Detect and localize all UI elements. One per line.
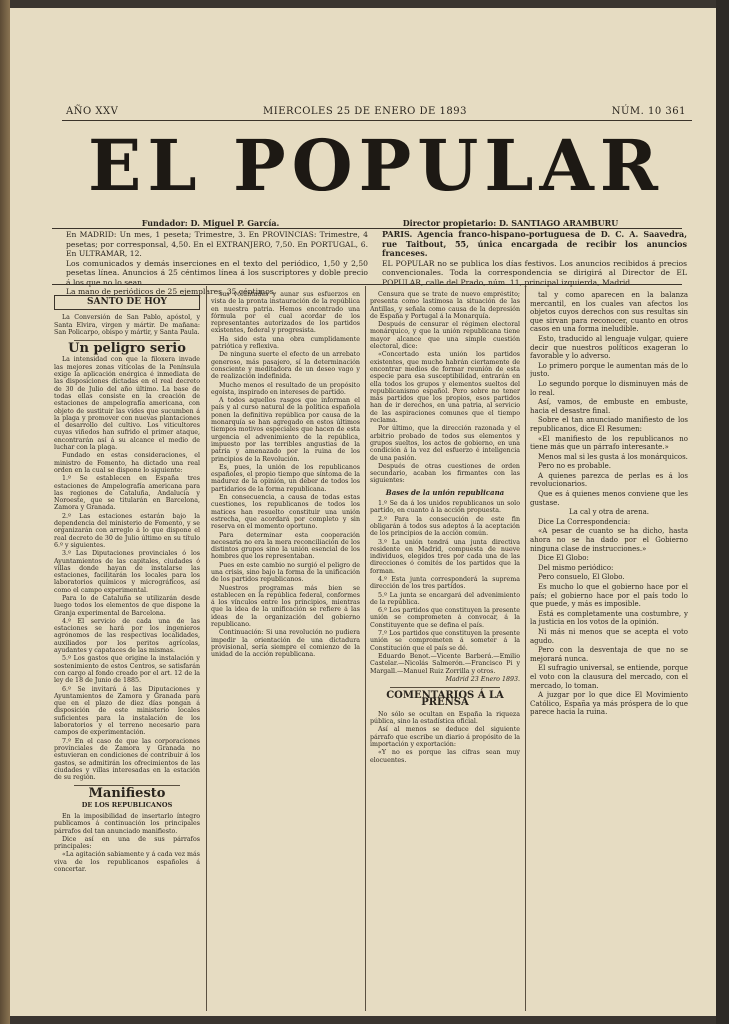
press-paragraph: Sobre el tan anunciado manifiesto de los republicanos, dice El Resumen: — [530, 416, 688, 433]
manifesto-heading: Manifiesto — [88, 786, 166, 802]
manifesto-paragraph: Continuación: Si una revolución no pudiera impedir la orientación de una dictadura provisional, sería siempre el comienzo de la unidad de la acción republicana. — [211, 629, 360, 659]
press-paragraph: Menos mal si les gusta á los monárquicos. — [538, 452, 688, 461]
base-item: 3.º La unión tendrá una junta directiva residente en Madrid, compuesta de nueve individuos, elegidos tres por cada una de las direcciones ó comités de los partidos que la forman. — [370, 538, 520, 575]
issue-number: NÚM. 10 361 — [611, 106, 686, 117]
header-rule — [62, 120, 692, 121]
background-edge — [716, 0, 729, 1024]
rate-line: La mano de periódicos de 25 ejemplares, 35 céntimos. — [66, 287, 277, 296]
press-paragraph: La cal y otra de arena. — [569, 508, 649, 517]
press-paragraph: «A pesar de cuanto se ha dicho, hasta ahora no se ha dado por el Gobierno ninguna clase de instrucciones.» — [530, 527, 688, 553]
saint-text: La Conversión de San Pablo, apóstol, y Santa Elvira, virgen y mártir. De mañana: San Policarpo, obispo y mártir, y Santa Paula. — [54, 314, 200, 336]
article-paragraph: 3.º Las Diputaciones provinciales ó los Ayuntamientos de las capitales, ciudades ó villas donde hayan de instalarse las estaciones, facilitarán los locales para los laboratorios químicos y micrográficos, así como el campo experimental. — [54, 550, 200, 594]
saint-heading: SANTO DE HOY — [54, 295, 200, 310]
article-paragraph: 5.º Los gastos que origine la instalación y sostenimiento de estos Centros, se satisfarán con cargo al fondo creado por el art. 12 de la ley de 18 de Junio de 1885. — [54, 655, 200, 685]
article-body — [54, 356, 200, 781]
article-paragraph: 7.º En el caso de que las corporaciones provinciales de Zamora y Granada no estuvieran en condiciones de contribuir á los gastos, se admitirán los ofrecimientos de las ciudades y villas interesadas en la estación de su región. — [54, 737, 200, 782]
column-1 — [54, 291, 200, 1011]
manifesto-paragraph: Ha sido esta una obra cumplidamente patriótica y reflexiva. — [211, 335, 360, 351]
manifesto-paragraph: Pues en este cambio no surgió el peligro de una crisis, sino bajo la forma de la unificación de los partidos republicanos. — [211, 561, 360, 584]
base-item: 2.º Para la consecución de este fin obligarán á todos sus adeptos á la aceptación de los principios de la acción común. — [370, 515, 520, 538]
press-paragraph: El sufragio universal, se entiende, porque el voto con la clausura del mercado, con el mercado, lo toman. — [530, 664, 688, 690]
press-paragraph: Está es completamente una costumbre, y la justicia en los votos de la opinión. — [530, 609, 688, 627]
manifesto-paragraph: Censura que se trate de nuevo empréstito; presenta como lastimosa la situación de las Antillas, y señala como causa de la depresión de España y Portugal á la Monarquía. — [370, 291, 520, 320]
signoff-date: Madrid 23 Enero 1893. — [445, 675, 520, 683]
base-item: 1.º Se da á los unidos republicanos un solo partido, en cuanto á la acción propuesta. — [370, 500, 520, 515]
column-3 — [370, 291, 520, 1011]
article-paragraph: Fundado en estas consideraciones, el ministro de Fomento, ha dictado una real orden en la cual se dispone lo siguiente: — [54, 452, 200, 474]
separator — [390, 687, 500, 688]
base-item: 5.º La junta se encargará del advenimiento de la república. — [370, 591, 520, 606]
manifesto-paragraph: sus voluntades y aunar sus esfuerzos en vista de la pronta instauración de la república en nuestra patria. Hemos encontrado una fórmula por el cual acordar de los representantes autorizados de los partidos existentes, federal y progresista. — [211, 291, 360, 335]
signers-list: Eduardo Benot.—Vicente Barberá.—Emilio Castelar.—Nicolás Salmerón.—Francisco Pi y Margall.—Manuel Ruiz Zorrilla y otros. — [370, 652, 520, 675]
manifesto-paragraph: Nuestros programas más bien se establecen en la república federal, conformes á los vínculos entre los principios, mientras que la idea de la unificación se refiere á las ideas de la organización del gobierno republicano. — [211, 584, 360, 629]
press-paragraph: Lo segundo porque lo disminuyen más de lo real. — [530, 379, 688, 397]
article-paragraph: 6.º Se invitará á las Diputaciones y Ayuntamientos de Zamora y Granada para que en el plazo de diez días pongan á disposición de este ministerio locales suficientes para la instalación de los laboratorios y el terreno necesario para campos de experimentación. — [54, 685, 200, 737]
agency-notice — [382, 230, 687, 287]
bases-heading: Bases de la unión republicana — [385, 487, 505, 497]
columns-top-rule — [52, 284, 682, 285]
manifesto-paragraph: A todos aquellos rasgos que informan el país y al curso natural de la política española ponen la definitiva república por causa de la monarquía se han agregado en estos últimos tiempos motivos especiales que hacen de esta urgencia el advenimiento de la república, impuesto por las terribles angustias de la patria y amenazado por la ruina de los principios de la Revolución. — [211, 397, 360, 463]
press-paragraph: Así al menos se deduce del siguiente párrafo que escribe un diario á propósito de la importación y exportación: — [370, 726, 520, 748]
column-2 — [211, 291, 360, 1011]
base-item: 7.º Los partidos que constituyen la presente unión se comprometen á someter á la Constitución que el país se dé. — [370, 630, 520, 652]
press-heading: COMENTARIOS Á LA PRENSA — [386, 690, 504, 709]
manifesto-paragraph: Dice así en una de sus párrafos principales: — [54, 835, 200, 851]
press-paragraph: Ni más ni menos que se acepta el voto agudo. — [530, 627, 688, 645]
manifesto-subheading: DE LOS REPUBLICANOS — [81, 800, 173, 809]
issue-date: MIERCOLES 25 DE ENERO DE 1893 — [263, 106, 467, 117]
article-paragraph: 2.º Las estaciones estarán bajo la dependencia del ministerio de Fomento, y se organizarán con arreglo á lo que dispone el real decreto de 30 de Julio último en su título 6.º y siguientes. — [54, 512, 200, 549]
press-paragraph: No sólo se ocultan en España la riqueza pública, sino la estadística oficial. — [370, 710, 520, 726]
column-4 — [530, 291, 688, 1011]
agency-head: PARIS. Agencia franco-hispano-portuguesa de D. C. A. Saavedra, rue Taitbout, 55, única encargada de recibir los anuncios franceses. — [382, 229, 687, 258]
column-rule — [206, 286, 207, 1011]
press-paragraph: «Y no es porque las cifras sean muy elocuentes. — [370, 749, 520, 764]
manifesto-paragraph: Mucho menos el resultado de un propósito egoísta, inspirado en intereses de partido. — [211, 381, 360, 396]
manifesto-paragraph: En la imposibilidad de insertarlo íntegro publicamos á continuación los principales párrafos del tan anunciado manifiesto. — [54, 813, 200, 835]
press-paragraph: Dice El Globo: — [538, 554, 589, 563]
press-paragraph: Del mismo periódico: — [538, 563, 614, 572]
founder-text: Fundador: D. Miguel P. García. — [141, 218, 280, 228]
press-paragraph: A quienes parezca de perlas es á los revolucionarios. — [530, 471, 688, 489]
year-label: AÑO XXV — [66, 106, 119, 117]
binding-spine — [0, 0, 10, 1024]
article-paragraph: La intensidad con que la filoxera invade las mejores zonas vitícolas de la Península exige la aplicación enérgica é inmediata de las disposiciones dictadas en el real decreto de 30 de Julio del año último. La base de todas ellas consiste en la creación de estaciones de ampelografía americana, con objeto de sustituir las vides que sucumben á la plaga y promover con nuevas plantaciones el desarrollo del cultivo. Los viticultores cuyas viñedos han sufrido el primer ataque, encontrarán así á su alcance el medio de luchar con la plaga. — [54, 356, 200, 452]
founders-line — [80, 218, 680, 228]
manifesto-paragraph: Por último, que la dirección razonada y el arbitrio probado de todos sus elementos y grupos sueltos, los actos de gobierno, en una condición á la vez del esfuerzo é inteligencia de una pasión. — [370, 425, 520, 462]
article-heading: Un peligro serio — [68, 341, 186, 357]
rate-line: Los comunicados y demás inserciones en el texto del periódico, 1,50 y 2,50 pesetas línea. Anuncios á 25 céntimos línea á los suscriptores y doble precio á los que no lo sean. — [66, 258, 368, 287]
column-rule — [525, 286, 526, 1011]
press-paragraph: A juzgar por lo que dice El Movimiento Católico, España ya más próspera de lo que parece hacia la ruina. — [530, 691, 688, 717]
press-paragraph: Así, vamos, de embuste en embuste, hacia el desastre final. — [530, 398, 688, 415]
base-item: 4.º Esta junta corresponderá la suprema dirección de los tres partidos. — [370, 575, 520, 591]
press-paragraph: «El manifiesto de los republicanos no tiene más que un párrafo interesante.» — [530, 434, 688, 452]
base-item: 6.º Los partidos que constituyen la presente unión se comprometen á convocar, á la Constituyente que se defina el país. — [370, 607, 520, 629]
press-paragraph: tal y como aparecen en la balanza mercantil, en los cuales van afectos los objetos cuyos derechos con sus resultas sin que sirvan para reconocer, cuanto en otros casos en una forma ineludible. — [530, 291, 688, 334]
press-paragraph: Pero con la desventaja de que no se mejorará nunca. — [530, 646, 688, 663]
article-paragraph: 4.º El servicio de cada una de las estaciones se hará por los ingenieros agrónomos de las respectivas localidades, auxiliados por los peritos agrícolas, ayudantes y capataces de las mismas. — [54, 617, 200, 655]
article-paragraph: 1.º Se establecen en España tres estaciones de Ampelografía americana para las regiones de Cataluña, Andalucía y Noroeste, que se titularán en Barcelona, Zamora y Granada. — [54, 475, 200, 512]
article-paragraph: Para lo de Cataluña se utilizarán desde luego todos los elementos de que dispone la Granja experimental de Barcelona. — [54, 594, 200, 617]
press-paragraph: Pero no es probable. — [538, 462, 612, 471]
press-paragraph: Pero consuelo, El Globo. — [538, 573, 625, 582]
press-paragraph: Que es á quienes menos conviene que les gustase. — [530, 490, 688, 507]
press-paragraph: Esto, traducido al lenguaje vulgar, quiere decir que nuestros políticos exageran lo favorable y lo adverso. — [530, 334, 688, 361]
manifesto-paragraph: Es, pues, la unión de los republicanos españoles, el propio tiempo que síntoma de la madurez de la opinión, un deber de todos los partidarios de la forma republicana. — [211, 463, 360, 493]
subscription-rates — [66, 230, 368, 297]
header-topline — [66, 106, 686, 117]
manifesto-paragraph: De ninguna suerte el efecto de un arrebato generoso, más pasajero, sí la determinación consciente y meditadora de un deseo vago y de realización indefinida. — [211, 351, 360, 381]
press-paragraph: Dice La Correspondencia: — [538, 517, 631, 526]
press-paragraph: Es mucho lo que el gobierno hace por el país; el gobierno hace por el país todo lo que puede, y más es imposible. — [530, 583, 688, 609]
manifesto-paragraph: Después de censurar el régimen electoral monárquico, y que la unión republicana tiene mayor alcance que una simple cuestión electoral, dice: — [370, 321, 520, 351]
agency-body: EL POPULAR no se publica los días festivos. Los anuncios recibidos á precios convencionales. Toda la correspondencia se dirigirá al Director de EL POPULAR, calle del Prado, núm. 11, principal izquierda, Madrid. — [382, 258, 687, 287]
rate-line: En MADRID: Un mes, 1 peseta; Trimestre, 3. En PROVINCIAS: Trimestre, 4 pesetas; por corresponsal, 4,50. En el EXTRANJERO, 7,50. En PORTUGAL, 6. En ULTRAMAR, 12. — [66, 230, 368, 258]
masthead-title: EL POPULAR — [88, 124, 664, 207]
newspaper-page — [10, 8, 716, 1016]
director-text: Director propietario: D. SANTIAGO ARAMBURU — [402, 218, 619, 228]
column-rule — [365, 286, 366, 1011]
manifesto-paragraph: Después de otras cuestiones de orden secundario, acaban los firmantes con las siguientes: — [370, 462, 520, 485]
manifesto-paragraph: En consecuencia, a causa de todas estas cuestiones, los republicanos de todos los matices han resuelto constituir una unión estrecha, que acordará por completo y sin reserva en el momento oportuno. — [211, 494, 360, 531]
manifesto-paragraph: «Concertado esta unión los partidos existentes, que mucho habrán ciertamente de encontrar medios de formar reunión de esta especie para esa susceptibilidad, entrarán en ella todos los grupos y elementos sueltos del republicanismo español. Pero sobre no tener más partidos que los propios, esos partidos han de ir derechos, en una patria, al servicio de las aspiraciones comunes que el tiempo reclama. — [370, 351, 520, 425]
press-paragraph: Lo primero porque le aumentan más de lo justo. — [530, 361, 688, 379]
manifesto-paragraph: Para determinar esta cooperación necesaria no era la mera reconciliación de los distintos grupos sino la unión esencial de los hombres que los representaban. — [211, 531, 360, 561]
manifesto-paragraph: «La agitación sabiamente y á cada vez más viva de los republicanos españoles á concertar. — [54, 851, 200, 874]
